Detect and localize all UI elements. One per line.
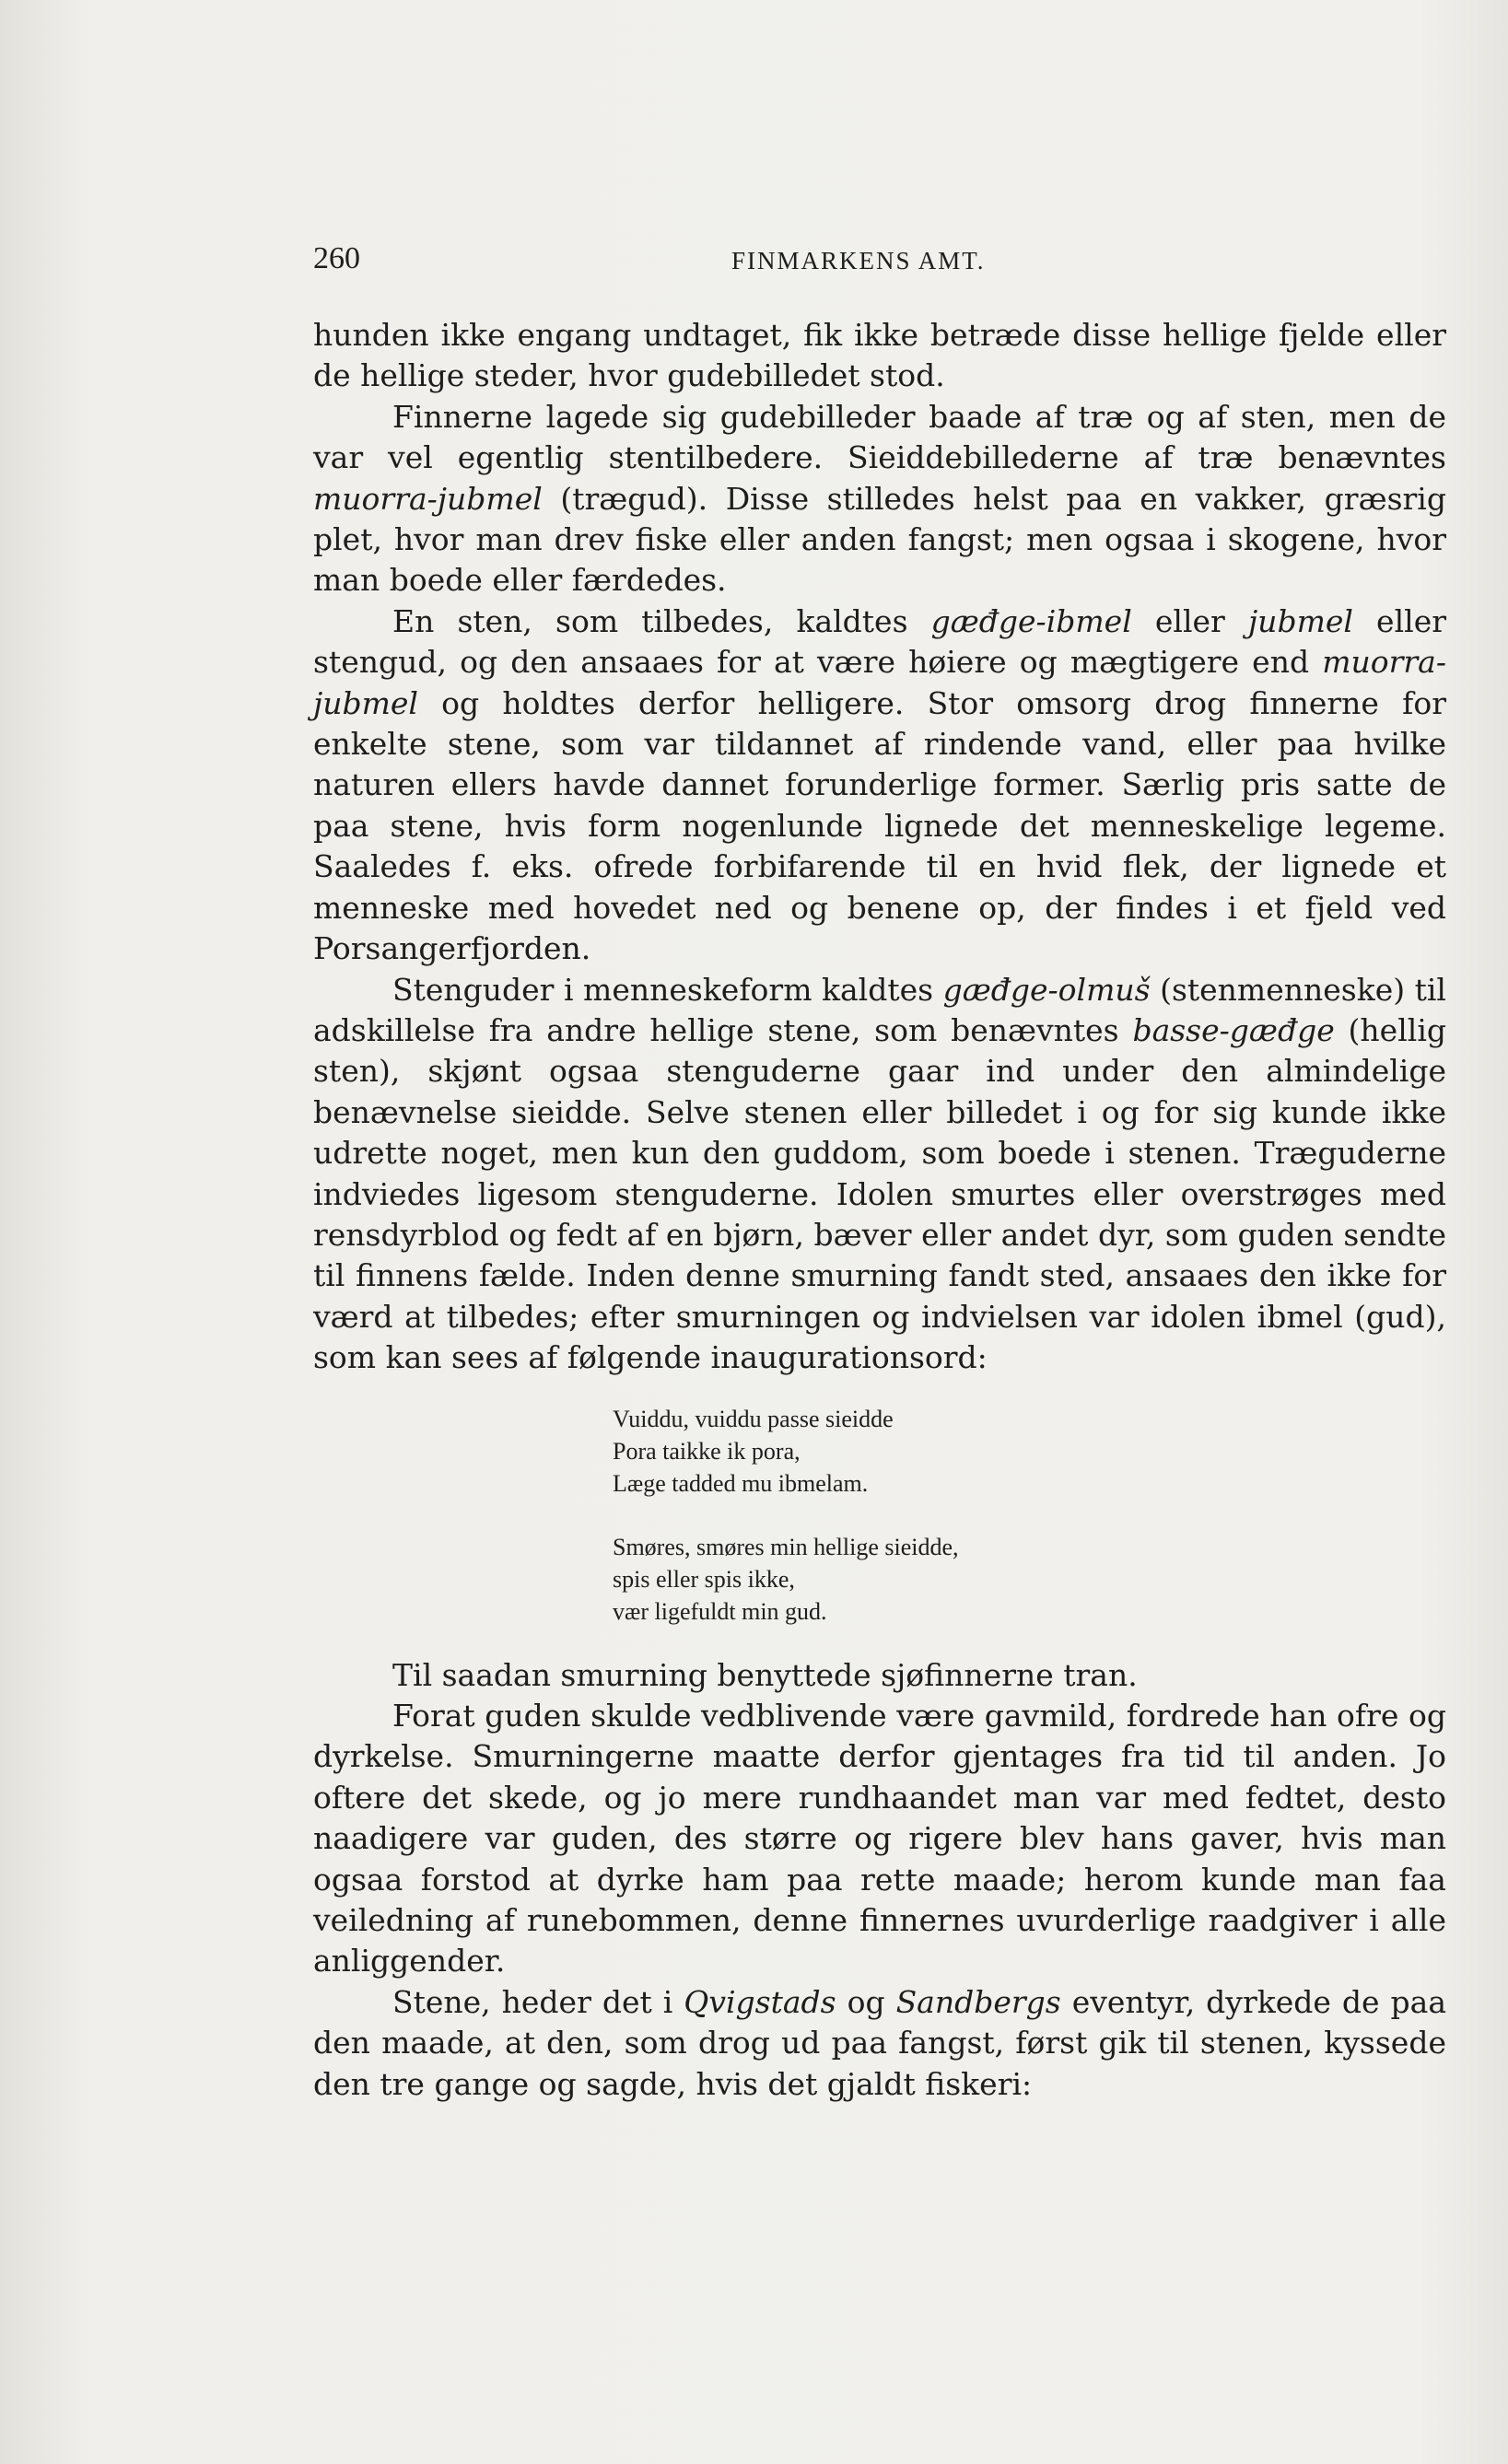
paragraph-1: hunden ikke engang undtaget, fik ikke betræde disse hellige fjelde eller de hellige steder, hvor gudebilledet stod. — [313, 317, 1446, 394]
text-run: eller — [1131, 602, 1248, 639]
running-head: FINMARKENS AMT. — [731, 247, 986, 274]
verse-line: spis eller spis ikke, — [613, 1565, 795, 1593]
italic-term: Sandbergs — [895, 1983, 1061, 2020]
italic-term: basse-gæđge — [1132, 1011, 1335, 1048]
verse-block — [613, 1403, 1446, 1628]
italic-term: muorra-jubmel — [313, 644, 1446, 721]
page-header — [313, 241, 1446, 287]
text-run: Stenguder i menneskeform kaldtes — [392, 971, 943, 1008]
italic-term: jubmel — [1247, 602, 1353, 639]
italic-term: Qvigstads — [684, 1983, 836, 2020]
verse-line: Læge tadded mu ibmelam. — [613, 1469, 869, 1497]
text-run: og — [836, 1983, 896, 2020]
verse-line: Pora taikke ik pora, — [613, 1437, 801, 1465]
text-run: Finnerne lagede sig gudebilleder baade af træ og af sten, men de var vel egentlig stentilbedere. Sieiddebillederne af træ benævntes — [313, 398, 1446, 476]
body-text — [313, 315, 1446, 2105]
verse-line: Smøres, smøres min hellige sieidde, — [613, 1533, 959, 1560]
text-run: En sten, som tilbedes, kaldtes — [392, 602, 931, 639]
italic-term: gæđge-ibmel — [930, 602, 1132, 639]
verse-line: vær ligefuldt min gud. — [613, 1597, 827, 1625]
text-run: eller stengud, og den ansaaes for at være høiere og mægtigere end — [313, 602, 1447, 681]
text-run: (stenmenneske) til adskillelse fra andre hellige stene, som benævntes — [313, 971, 1446, 1048]
text-run: (hellig sten), skjønt ogsaa stenguderne gaar ind under den almindelige benævnelse sieidde. Selve stenen eller billedet i og for sig kunde ikke udrette noget, men kun den guddom, som boede i stenen. Træguderne indviedes ligesom stenguderne. Idolen smurtes eller overstrøges med rensdyrblod og fedt af en bjørn, bæver eller andet dyr, som guden sendte til finnens fælde. Inden denne smurning fandt sted, ansaaes den ikke for værd at tilbedes; efter smurningen og indvielsen var idolen ibmel (gud), som kan sees af følgende inaugurationsord: — [313, 1011, 1446, 1376]
paragraph-3 — [313, 601, 1446, 970]
italic-term: gæđge-olmuš — [942, 971, 1151, 1008]
text-run: og holdtes derfor helligere. Stor omsorg drog finnerne for enkelte stene, som var tildannet af rindende vand, eller paa hvilke naturen ellers havde dannet forunderlige former. Særlig pris satte de paa stene, hvis form nogenlunde lignede det menneskelige legeme. Saaledes f. eks. ofrede forbifarende til en hvid flek, der lignede et menneske med hovedet ned og benene op, der findes i et fjeld ved Porsangerfjorden. — [313, 684, 1446, 967]
text-run: eventyr, dyrkede de paa den maade, at den, som drog ud paa fangst, først gik til stenen, kyssede den tre gange og sagde, hvis det gjaldt fiskeri: — [313, 1983, 1446, 2102]
paragraph-2 — [313, 397, 1446, 601]
verse-stanza-original — [613, 1403, 1446, 1500]
page-number: 260 — [313, 241, 360, 275]
paragraph-6: Forat guden skulde vedblivende være gavmild, fordrede han ofre og dyrkelse. Smurningerne maatte derfor gjentages fra tid til anden. Jo oftere det skede, og jo mere rundhaandet man var med fedtet, desto naadigere var guden, des større og rigere blev hans gaver, hvis man ogsaa forstod at dyrke ham paa rette maade; herom kunde man faa veiledning af runebommen, denne finnernes uvurderlige raadgiver i alle anliggender. — [313, 1697, 1446, 1979]
paragraph-7 — [313, 1982, 1446, 2105]
verse-stanza-translation — [613, 1531, 1446, 1628]
text-run: (trægud). Disse stilledes helst paa en vakker, græsrig plet, hvor man drev fiske eller anden fangst; men ogsaa i skogene, hvor man boede eller færdedes. — [313, 480, 1446, 599]
text-run: Stene, heder det i — [392, 1983, 684, 2020]
verse-line: Vuiddu, vuiddu passe sieidde — [613, 1405, 894, 1432]
paragraph-5: Til saadan smurning benyttede sjøfinnerne tran. — [392, 1656, 1138, 1693]
italic-term: muorra-jubmel — [313, 480, 543, 517]
paragraph-4 — [313, 970, 1446, 1379]
